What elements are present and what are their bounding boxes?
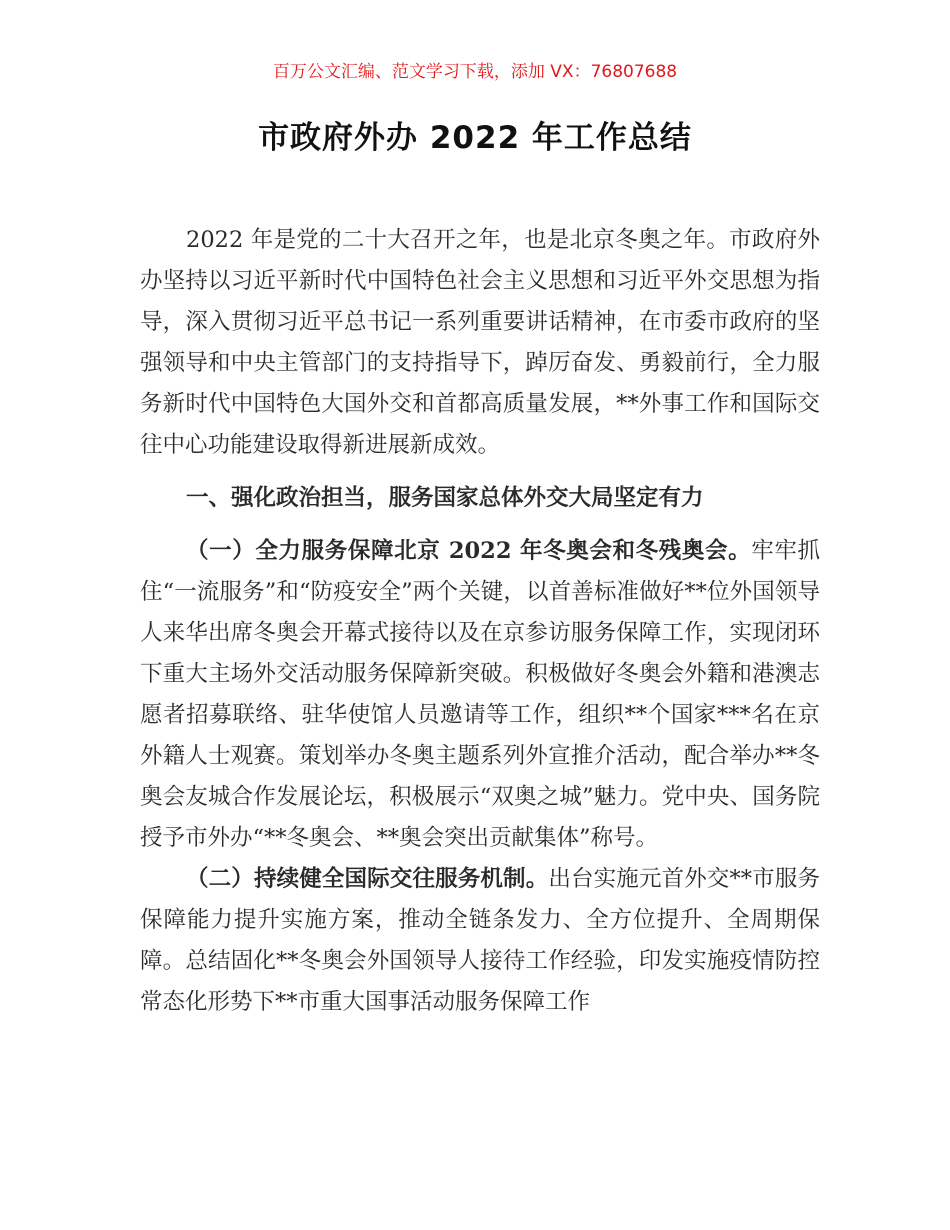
document-title: 市政府外办 2022 年工作总结 xyxy=(258,120,692,156)
item-2-body: 出台实施元首外交**市服务保障能力提升实施方案，推动全链条发力、全方位提升、全周期保障。总结固化**冬奥会外国领导人接待工作经验，印发实施疫情防控常态化形势下**市重大国事活动服务保障工作 xyxy=(140,866,820,1015)
intro-paragraph: 2022 年是党的二十大召开之年，也是北京冬奥之年。市政府外办坚持以习近平新时代中国特色社会主义思想和习近平外交思想为指导，深入贯彻习近平总书记一系列重要讲话精神，在市委市政府的坚强领导和中央主管部门的支持指导下，踔厉奋发、勇毅前行，全力服务新时代中国特色大国外交和首都高质量发展，**外事工作和国际交往中心功能建设取得新进展新成效。 xyxy=(140,227,820,458)
item-2-lead: （二）持续健全国际交往服务机制。 xyxy=(186,866,549,892)
item-2-paragraph xyxy=(140,859,820,1023)
document-body xyxy=(140,220,820,1023)
item-1-paragraph xyxy=(140,531,820,859)
section-heading-1: 一、强化政治担当，服务国家总体外交大局坚定有力 xyxy=(186,485,704,511)
item-1-lead: （一）全力服务保障北京 2022 年冬奥会和冬残奥会。 xyxy=(186,538,752,564)
watermark-banner: 百万公文汇编、范文学习下载，添加 VX：76807688 xyxy=(272,62,678,82)
item-1-body: 牢牢抓住“一流服务”和“防疫安全”两个关键，以首善标准做好**位外国领导人来华出席冬奥会开幕式接待以及在京参访服务保障工作，实现闭环下重大主场外交活动服务保障新突破。积极做好冬奥会外籍和港澳志愿者招募联络、驻华使馆人员邀请等工作，组织**个国家***名在京外籍人士观赛。策划举办冬奥主题系列外宣推介活动，配合举办**冬奥会友城合作发展论坛，积极展示“双奥之城”魅力。党中央、国务院授予市外办“**冬奥会、**奥会突出贡献集体”称号。 xyxy=(140,538,820,851)
